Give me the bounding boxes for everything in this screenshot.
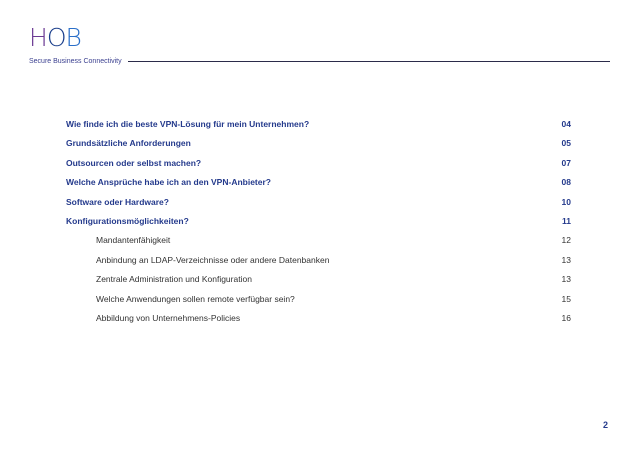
- logo-letter-h: H: [29, 23, 47, 52]
- toc-entry-title: Outsourcen oder selbst machen?: [66, 157, 202, 168]
- toc-entry[interactable]: [66, 156, 571, 175]
- toc-entry-title: Software oder Hardware?: [66, 196, 169, 207]
- toc-subentry[interactable]: [66, 253, 571, 272]
- toc-entry-title: Welche Anwendungen sollen remote verfügbar sein?: [96, 293, 295, 304]
- hob-logo: [29, 23, 81, 52]
- header-divider: [128, 61, 610, 62]
- toc-entry-page: 08: [561, 177, 571, 188]
- toc-entry-page: 12: [561, 235, 571, 246]
- toc-entry-title: Mandantenfähigkeit: [96, 235, 171, 246]
- toc-entry-page: 15: [561, 293, 571, 304]
- page-number: 2: [602, 420, 608, 430]
- logo-letter-o: O: [46, 23, 66, 52]
- toc-entry-page: 13: [561, 274, 571, 285]
- toc-entry-title: Grundsätzliche Anforderungen: [66, 138, 191, 149]
- toc-entry-title: Anbindung an LDAP-Verzeichnisse oder andere Datenbanken: [96, 254, 330, 265]
- toc-entry[interactable]: [66, 195, 571, 214]
- toc-entry-title: Zentrale Administration und Konfiguration: [96, 274, 252, 285]
- toc-subentry[interactable]: [66, 292, 571, 311]
- toc-entry-title: Abbildung von Unternehmens-Policies: [96, 312, 241, 323]
- toc-entry[interactable]: [66, 175, 571, 194]
- toc-entry-page: 07: [561, 157, 571, 168]
- toc-entry-page: 10: [561, 196, 571, 207]
- toc-entry-title: Wie finde ich die beste VPN-Lösung für mein Unternehmen?: [66, 119, 310, 129]
- toc-subentry[interactable]: [66, 272, 571, 291]
- toc-entry[interactable]: [66, 214, 571, 233]
- table-of-contents: [66, 117, 571, 330]
- toc-entry-page: 04: [561, 119, 571, 129]
- toc-entry-page: 13: [561, 254, 571, 265]
- toc-entry-title: Konfigurationsmöglichkeiten?: [66, 215, 189, 226]
- toc-entry[interactable]: [66, 117, 571, 136]
- logo-letter-b: B: [65, 23, 81, 52]
- toc-subentry[interactable]: [66, 311, 571, 330]
- toc-entry-page: 05: [561, 138, 571, 149]
- toc-entry[interactable]: [66, 136, 571, 155]
- toc-entry-title: Welche Ansprüche habe ich an den VPN-Anbieter?: [66, 177, 271, 188]
- toc-entry-page: 11: [562, 215, 571, 226]
- brand-tagline: Secure Business Connectivity: [29, 58, 122, 65]
- toc-subentry[interactable]: [66, 233, 571, 252]
- toc-entry-page: 16: [561, 312, 571, 323]
